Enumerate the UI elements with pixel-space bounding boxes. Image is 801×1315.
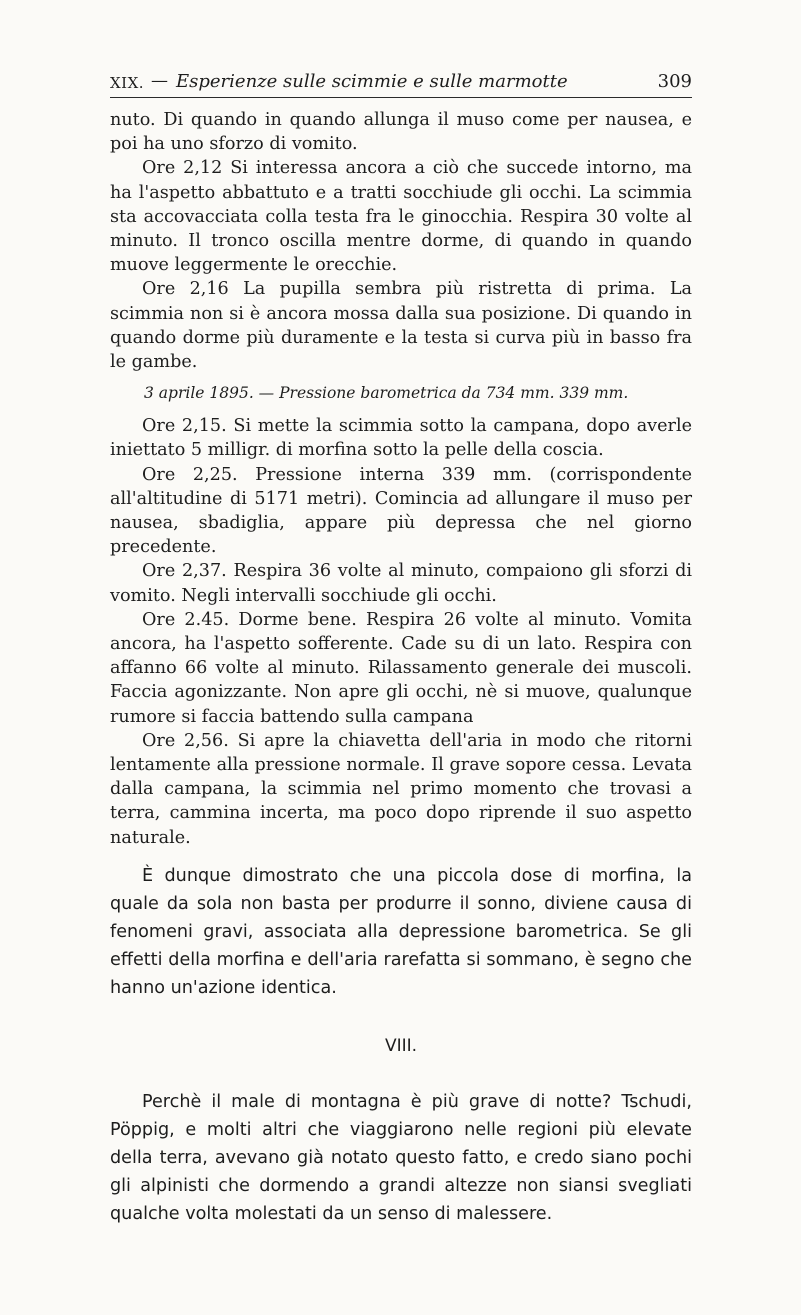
paragraph: nuto. Di quando in quando allunga il muso come per nausea, e poi ha uno sforzo di vomito. — [110, 110, 692, 155]
paragraph: Ore 2,25. Pressione interna 339 mm. (corrispondente all'altitudine di 5171 metri). Comincia ad allungare il muso per nausea, sbadiglia, appare più depressa che nel giorno precedente. — [110, 464, 692, 558]
page-body — [110, 108, 692, 1228]
chapter-title: Esperienze sulle scimmie e sulle marmotte — [176, 71, 568, 92]
paragraph: Ore 2,15. Si mette la scimmia sotto la campana, dopo averle iniettato 5 milligr. di morfina sotto la pelle della coscia. — [110, 416, 692, 461]
header-dash: — — [151, 71, 168, 91]
conclusion-paragraph: È dunque dimostrato che una piccola dose di morfina, la quale da sola non basta per produrre il sonno, diviene causa di fenomeni gravi, associata alla depressione barometrica. Se gli effetti della morfina e dell'aria rarefatta si sommano, è segno che hanno un'azione identica. — [110, 865, 692, 998]
paragraph: Ore 2,37. Respira 36 volte al minuto, compaiono gli sforzi di vomito. Negli intervalli socchiude gli occhi. — [110, 561, 692, 606]
chapter-number: XIX. — [110, 74, 145, 92]
paragraph: Ore 2,56. Si apre la chiavetta dell'aria in modo che ritorni lentamente alla pressione normale. Il grave sopore cessa. Levata dalla campana, la scimmia nel primo momento che trovasi a terra, cammina incerta, ma poco dopo riprende il suo aspetto naturale. — [110, 730, 692, 848]
page-number: 309 — [657, 71, 692, 92]
running-header — [110, 71, 692, 98]
section-number: VIII. — [384, 1035, 418, 1056]
paragraph: Ore 2,12 Si interessa ancora a ciò che succede intorno, ma ha l'aspetto abbattuto e a tratti socchiude gli occhi. La scimmia sta accovacciata colla testa fra le ginocchia. Respira 30 volte al minuto. Il tronco oscilla mentre dorme, di quando in quando muove leggermente le orecchie. — [110, 158, 692, 276]
paragraph: Perchè il male di montagna è più grave di notte? Tschudi, Pöppig, e molti altri che viaggiarono nelle regioni più elevate della terra, avevano già notato questo fatto, e credo siano pochi gli alpinisti che dormendo a grandi altezze non siansi svegliati qualche volta molestati da un senso di malessere. — [110, 1092, 692, 1225]
experiment-date-line: 3 aprile 1895. — Pressione barometrica da 734 mm. 339 mm. — [144, 384, 629, 403]
paragraph: Ore 2.45. Dorme bene. Respira 26 volte al minuto. Vomita ancora, ha l'aspetto sofferente. Cade su di un lato. Respira con affanno 66 volte al minuto. Rilassamento generale dei muscoli. Faccia agonizzante. Non apre gli occhi, nè si muove, qualunque rumore si faccia battendo sulla campana — [110, 609, 692, 727]
paragraph: Ore 2,16 La pupilla sembra più ristretta di prima. La scimmia non si è ancora mossa dalla sua posizione. Di quando in quando dorme più duramente e la testa si curva più in basso fra le gambe. — [110, 279, 692, 373]
